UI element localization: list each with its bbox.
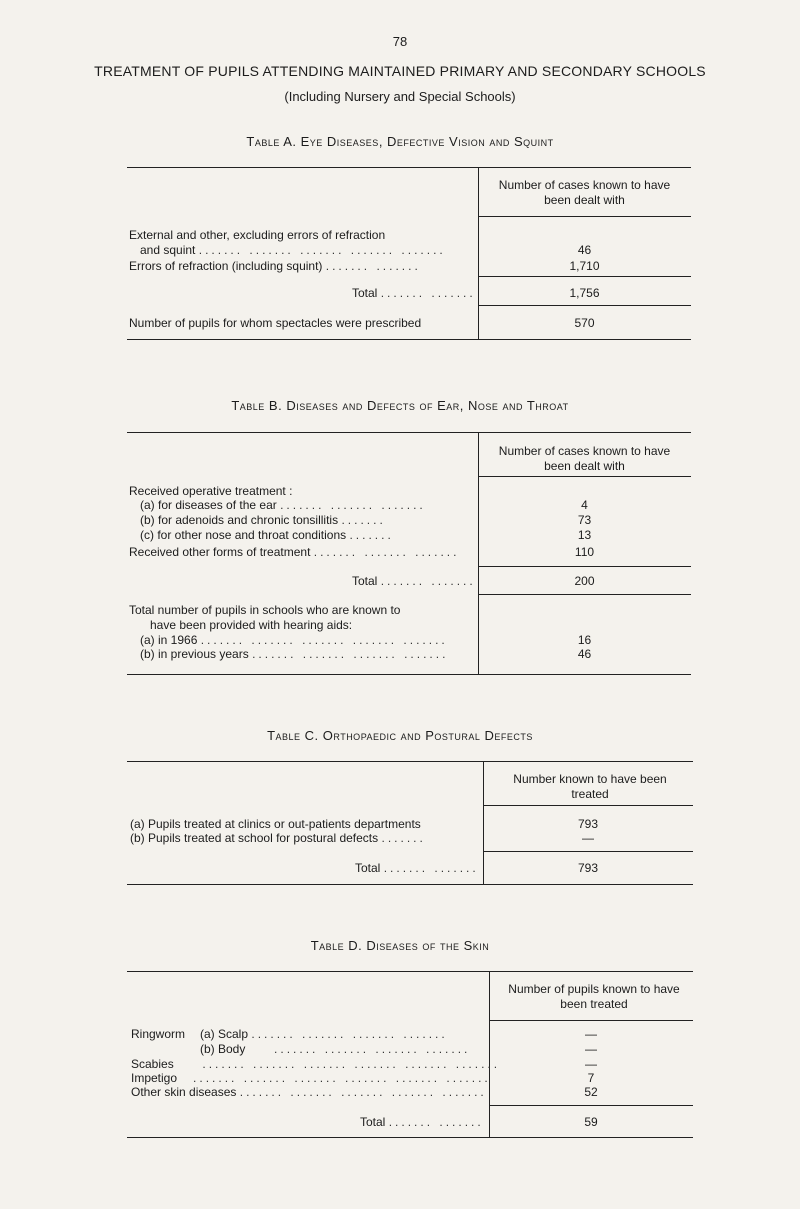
table-c-total-rule <box>483 851 693 852</box>
table-b-top-rule <box>127 432 691 433</box>
table-b-hearing-row-value: 16 <box>577 633 592 647</box>
table-b-row-label: Received other forms of treatment ....... ....... ....... <box>129 545 460 559</box>
table-b-total-label: Total ....... ....... <box>352 574 476 588</box>
leader-dots: ....... ....... ....... <box>280 498 426 512</box>
table-a-row-value: 1,710 <box>569 259 600 273</box>
table-a-title: Table A. Eye Diseases, Defective Vision and Squint <box>246 134 554 149</box>
table-b-row-value: 13 <box>577 528 592 542</box>
page-number: 78 <box>392 34 408 49</box>
table-c-total-value: 793 <box>577 861 599 875</box>
leader-dots: ....... ....... ....... ....... <box>248 1042 471 1056</box>
table-d-row-label: (b) Body ....... ....... ....... ....... <box>200 1042 471 1056</box>
table-d-header-rule <box>489 1020 693 1021</box>
leader-dots: ....... ....... ....... ....... ....... ....... <box>180 1071 491 1085</box>
table-d-row-value: — <box>585 1027 597 1041</box>
table-b-row-value: 4 <box>581 498 588 512</box>
table-d-row-value: — <box>585 1057 597 1071</box>
table-a-row-label: and squint ....... ....... ....... ....... ....... <box>140 243 446 257</box>
table-b-row-label: (c) for other nose and throat conditions ....... <box>140 528 394 542</box>
table-b-header-rule <box>478 476 691 477</box>
table-d-row-label: Scabies ....... ....... ....... ....... ....... ....... <box>131 1057 501 1071</box>
table-b-hearing-row-label: (b) in previous years ....... ....... ....... ....... <box>140 647 449 661</box>
leader-dots: ....... ....... ....... ....... ....... <box>239 1085 487 1099</box>
table-c-total-label: Total ....... ....... <box>355 861 479 875</box>
table-c-top-rule <box>127 761 693 762</box>
table-b-total-rule <box>478 566 691 567</box>
table-a-rule <box>478 305 691 306</box>
table-b-total-value: 200 <box>574 574 595 588</box>
table-b-hearing-row-label: (a) in 1966 ....... ....... ....... ....... ....... <box>140 633 448 647</box>
table-b-rule <box>478 594 691 595</box>
table-c-row-label: (a) Pupils treated at clinics or out-patients departments <box>130 817 421 831</box>
table-c-column-header: Number known to have been treated <box>513 772 667 801</box>
table-c-row-value: — <box>582 831 594 845</box>
leader-dots: ....... ....... ....... ....... <box>252 647 449 661</box>
table-b-operative-label: Received operative treatment : <box>129 484 293 498</box>
leader-dots: ....... ....... ....... <box>313 545 460 559</box>
table-a-spectacles-label: Number of pupils for whom spectacles were prescribed <box>129 316 422 330</box>
table-b-row-label: (a) for diseases of the ear ....... ....... ....... <box>140 498 426 512</box>
table-a-column-header: Number of cases known to have been dealt with <box>498 178 671 207</box>
page-title: TREATMENT OF PUPILS ATTENDING MAINTAINED PRIMARY AND SECONDARY SCHOOLS <box>94 63 706 79</box>
leader-dots: ....... ....... ....... ....... ....... <box>198 243 446 257</box>
table-c-title: Table C. Orthopaedic and Postural Defects <box>267 728 533 743</box>
leader-dots: ....... ....... <box>380 286 476 300</box>
table-a-total-value: 1,756 <box>569 286 600 300</box>
table-d-row-value: 52 <box>584 1085 598 1099</box>
table-b-hearing-label: Total number of pupils in schools who are known to <box>129 603 401 617</box>
leader-dots: ....... ....... ....... ....... ....... <box>200 633 448 647</box>
table-b-row-value: 73 <box>577 513 592 527</box>
leader-dots: ....... ....... <box>383 861 479 875</box>
table-b-hearing-row-value: 46 <box>577 647 592 661</box>
table-a-bottom-rule <box>127 339 691 340</box>
leader-dots: ....... ....... <box>380 574 476 588</box>
table-a-row-label: External and other, excluding errors of refraction <box>129 228 386 242</box>
table-c-row-value: 793 <box>577 817 599 831</box>
table-d-row-value: 7 <box>587 1071 595 1085</box>
leader-dots: ....... ....... <box>388 1115 484 1129</box>
table-b-column-header: Number of cases known to have been dealt with <box>498 444 671 473</box>
table-c-header-rule <box>483 805 693 806</box>
table-d-row-value: — <box>585 1042 597 1056</box>
table-d-total-value: 59 <box>584 1115 598 1129</box>
table-d-total-rule <box>489 1105 693 1106</box>
table-c-row-label: (b) Pupils treated at school for postural defects ....... <box>130 831 426 845</box>
table-d-column-header: Number of pupils known to have been treated <box>508 982 680 1011</box>
table-a-total-rule <box>478 276 691 277</box>
table-a-spectacles-value: 570 <box>574 316 595 330</box>
leader-dots: ....... ....... ....... ....... ....... ....... <box>177 1057 501 1071</box>
table-a-header-rule <box>478 216 691 217</box>
leader-dots: ....... ....... <box>325 259 421 273</box>
table-d-total-label: Total ....... ....... <box>360 1115 484 1129</box>
leader-dots: ....... <box>341 513 386 527</box>
page-subtitle: (Including Nursery and Special Schools) <box>284 89 516 104</box>
table-d-row-label: (a) Scalp ....... ....... ....... ....... <box>200 1027 448 1041</box>
table-c-bottom-rule <box>127 884 693 885</box>
table-d-bottom-rule <box>127 1137 693 1138</box>
table-b-title: Table B. Diseases and Defects of Ear, Nose and Throat <box>231 398 569 413</box>
table-d-row-label: Other skin diseases ....... ....... ....... ....... ....... <box>131 1085 487 1099</box>
leader-dots: ....... ....... ....... ....... <box>251 1027 448 1041</box>
leader-dots: ....... <box>349 528 394 542</box>
table-b-row-label: (b) for adenoids and chronic tonsillitis ....... <box>140 513 386 527</box>
table-d-ringworm-label: Ringworm <box>131 1027 186 1041</box>
table-d-title: Table D. Diseases of the Skin <box>310 938 490 953</box>
table-a-row-label: Errors of refraction (including squint) ....... ....... <box>129 259 421 273</box>
table-a-row-value: 46 <box>577 243 592 257</box>
table-b-bottom-rule <box>127 674 691 675</box>
table-a-top-rule <box>127 167 691 168</box>
table-d-top-rule <box>127 971 693 972</box>
table-d-row-label: Impetigo ....... ....... ....... ....... ....... ....... <box>131 1071 491 1085</box>
table-b-hearing-label: have been provided with hearing aids: <box>150 618 353 632</box>
table-b-row-value: 110 <box>574 545 595 559</box>
leader-dots: ....... <box>381 831 426 845</box>
table-a-total-label: Total ....... ....... <box>352 286 476 300</box>
